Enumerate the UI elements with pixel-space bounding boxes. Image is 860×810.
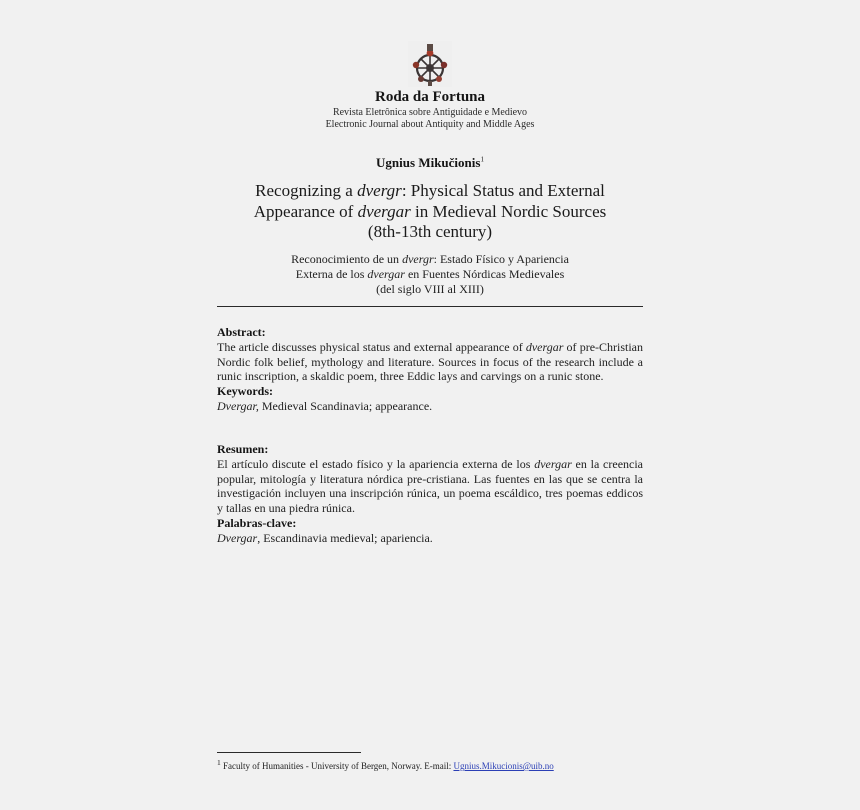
article-title-spanish (0, 252, 860, 296)
keywords-heading: Keywords: (217, 384, 273, 399)
title-es-line-2-pre: Externa de los (295, 266, 368, 281)
title-en-line-1-pre: Recognizing a (255, 181, 358, 200)
title-en-line-2-pre: Appearance of (253, 201, 358, 221)
keywords-term: Dvergar, (217, 398, 259, 413)
title-es-line-1-post: : Estado Físico y Apariencia (433, 252, 569, 266)
title-en-line-2-term: dvergar (357, 201, 411, 221)
author-name (0, 155, 860, 171)
article-title-english (0, 181, 860, 243)
title-es-line-2 (0, 267, 860, 282)
author-name-text: Ugnius Mikučionis (376, 155, 481, 170)
title-en-line-1-term: dvergr (357, 181, 402, 200)
title-en-line-2 (0, 202, 860, 223)
title-en-line-2-post: in Medieval Nordic Sources (410, 201, 607, 221)
title-es-line-1-term: dvergr (402, 252, 434, 266)
palabras-clave-term: Dvergar (217, 530, 258, 545)
section-divider (217, 306, 643, 307)
footnote-mark: 1 (217, 758, 221, 767)
resumen-text (217, 457, 643, 516)
palabras-clave-heading: Palabras-clave: (217, 515, 297, 530)
title-en-line-1 (0, 181, 860, 202)
resumen-text-post: en la creencia popular, mitología y literatura nórdica pre-cristiana. Las fuentes en las que se centra la investigación incluyen una inscripción rúnica, un poema escáldico, tres poemas eddicos y tallas en una piedra rúnica. (217, 456, 644, 516)
title-es-line-1-pre: Reconocimiento de un (291, 252, 403, 266)
journal-subtitle-en: Electronic Journal about Antiquity and Middle Ages (325, 119, 535, 130)
abstract-text-term: dvergar (525, 339, 564, 354)
title-es-line-3: (del siglo VIII al XIII) (376, 281, 484, 296)
abstract-section (217, 325, 643, 414)
resumen-text-term: dvergar (534, 456, 572, 471)
abstract-heading: Abstract: (217, 325, 266, 339)
title-en-line-1-post: : Physical Status and External (401, 181, 605, 200)
resumen-text-pre: El artículo discute el estado físico y la apariencia externa de los (217, 456, 535, 471)
resumen-heading: Resumen: (217, 442, 269, 456)
abstract-text-post: of pre-Christian Nordic folk belief, mythology and literature. Sources in focus of the research include a runic inscription, a skaldic poem, three Eddic lays and carvings on a runic stone. (217, 339, 644, 384)
title-es-line-1 (0, 252, 860, 267)
footnote (217, 758, 554, 771)
author-email-link[interactable]: Ugnius.Mikucionis@uib.no (453, 761, 554, 771)
author-footnote-mark: 1 (480, 155, 484, 164)
palabras-clave-text (217, 531, 643, 546)
title-es-line-2-post: en Fuentes Nórdicas Medievales (404, 266, 565, 281)
resumen-section (217, 442, 643, 546)
abstract-text-pre: The article discusses physical status and external appearance of (217, 339, 526, 354)
keywords-text (217, 399, 643, 414)
palabras-clave-rest: , Escandinavia medieval; apariencia. (257, 530, 433, 545)
title-es-line-2-term: dvergar (367, 266, 405, 281)
keywords-rest: Medieval Scandinavia; appearance. (258, 398, 433, 413)
journal-subtitle-pt: Revista Eletrônica sobre Antiguidade e Medievo (332, 107, 528, 118)
footnote-divider (217, 752, 361, 753)
journal-title: Roda da Fortuna (374, 89, 486, 105)
abstract-text (217, 340, 643, 384)
title-en-line-3: (8th-13th century) (367, 222, 493, 241)
footnote-text: Faculty of Humanities - University of Bergen, Norway. E-mail: (220, 761, 454, 771)
wheel-of-fortune-emblem-icon (408, 41, 452, 87)
